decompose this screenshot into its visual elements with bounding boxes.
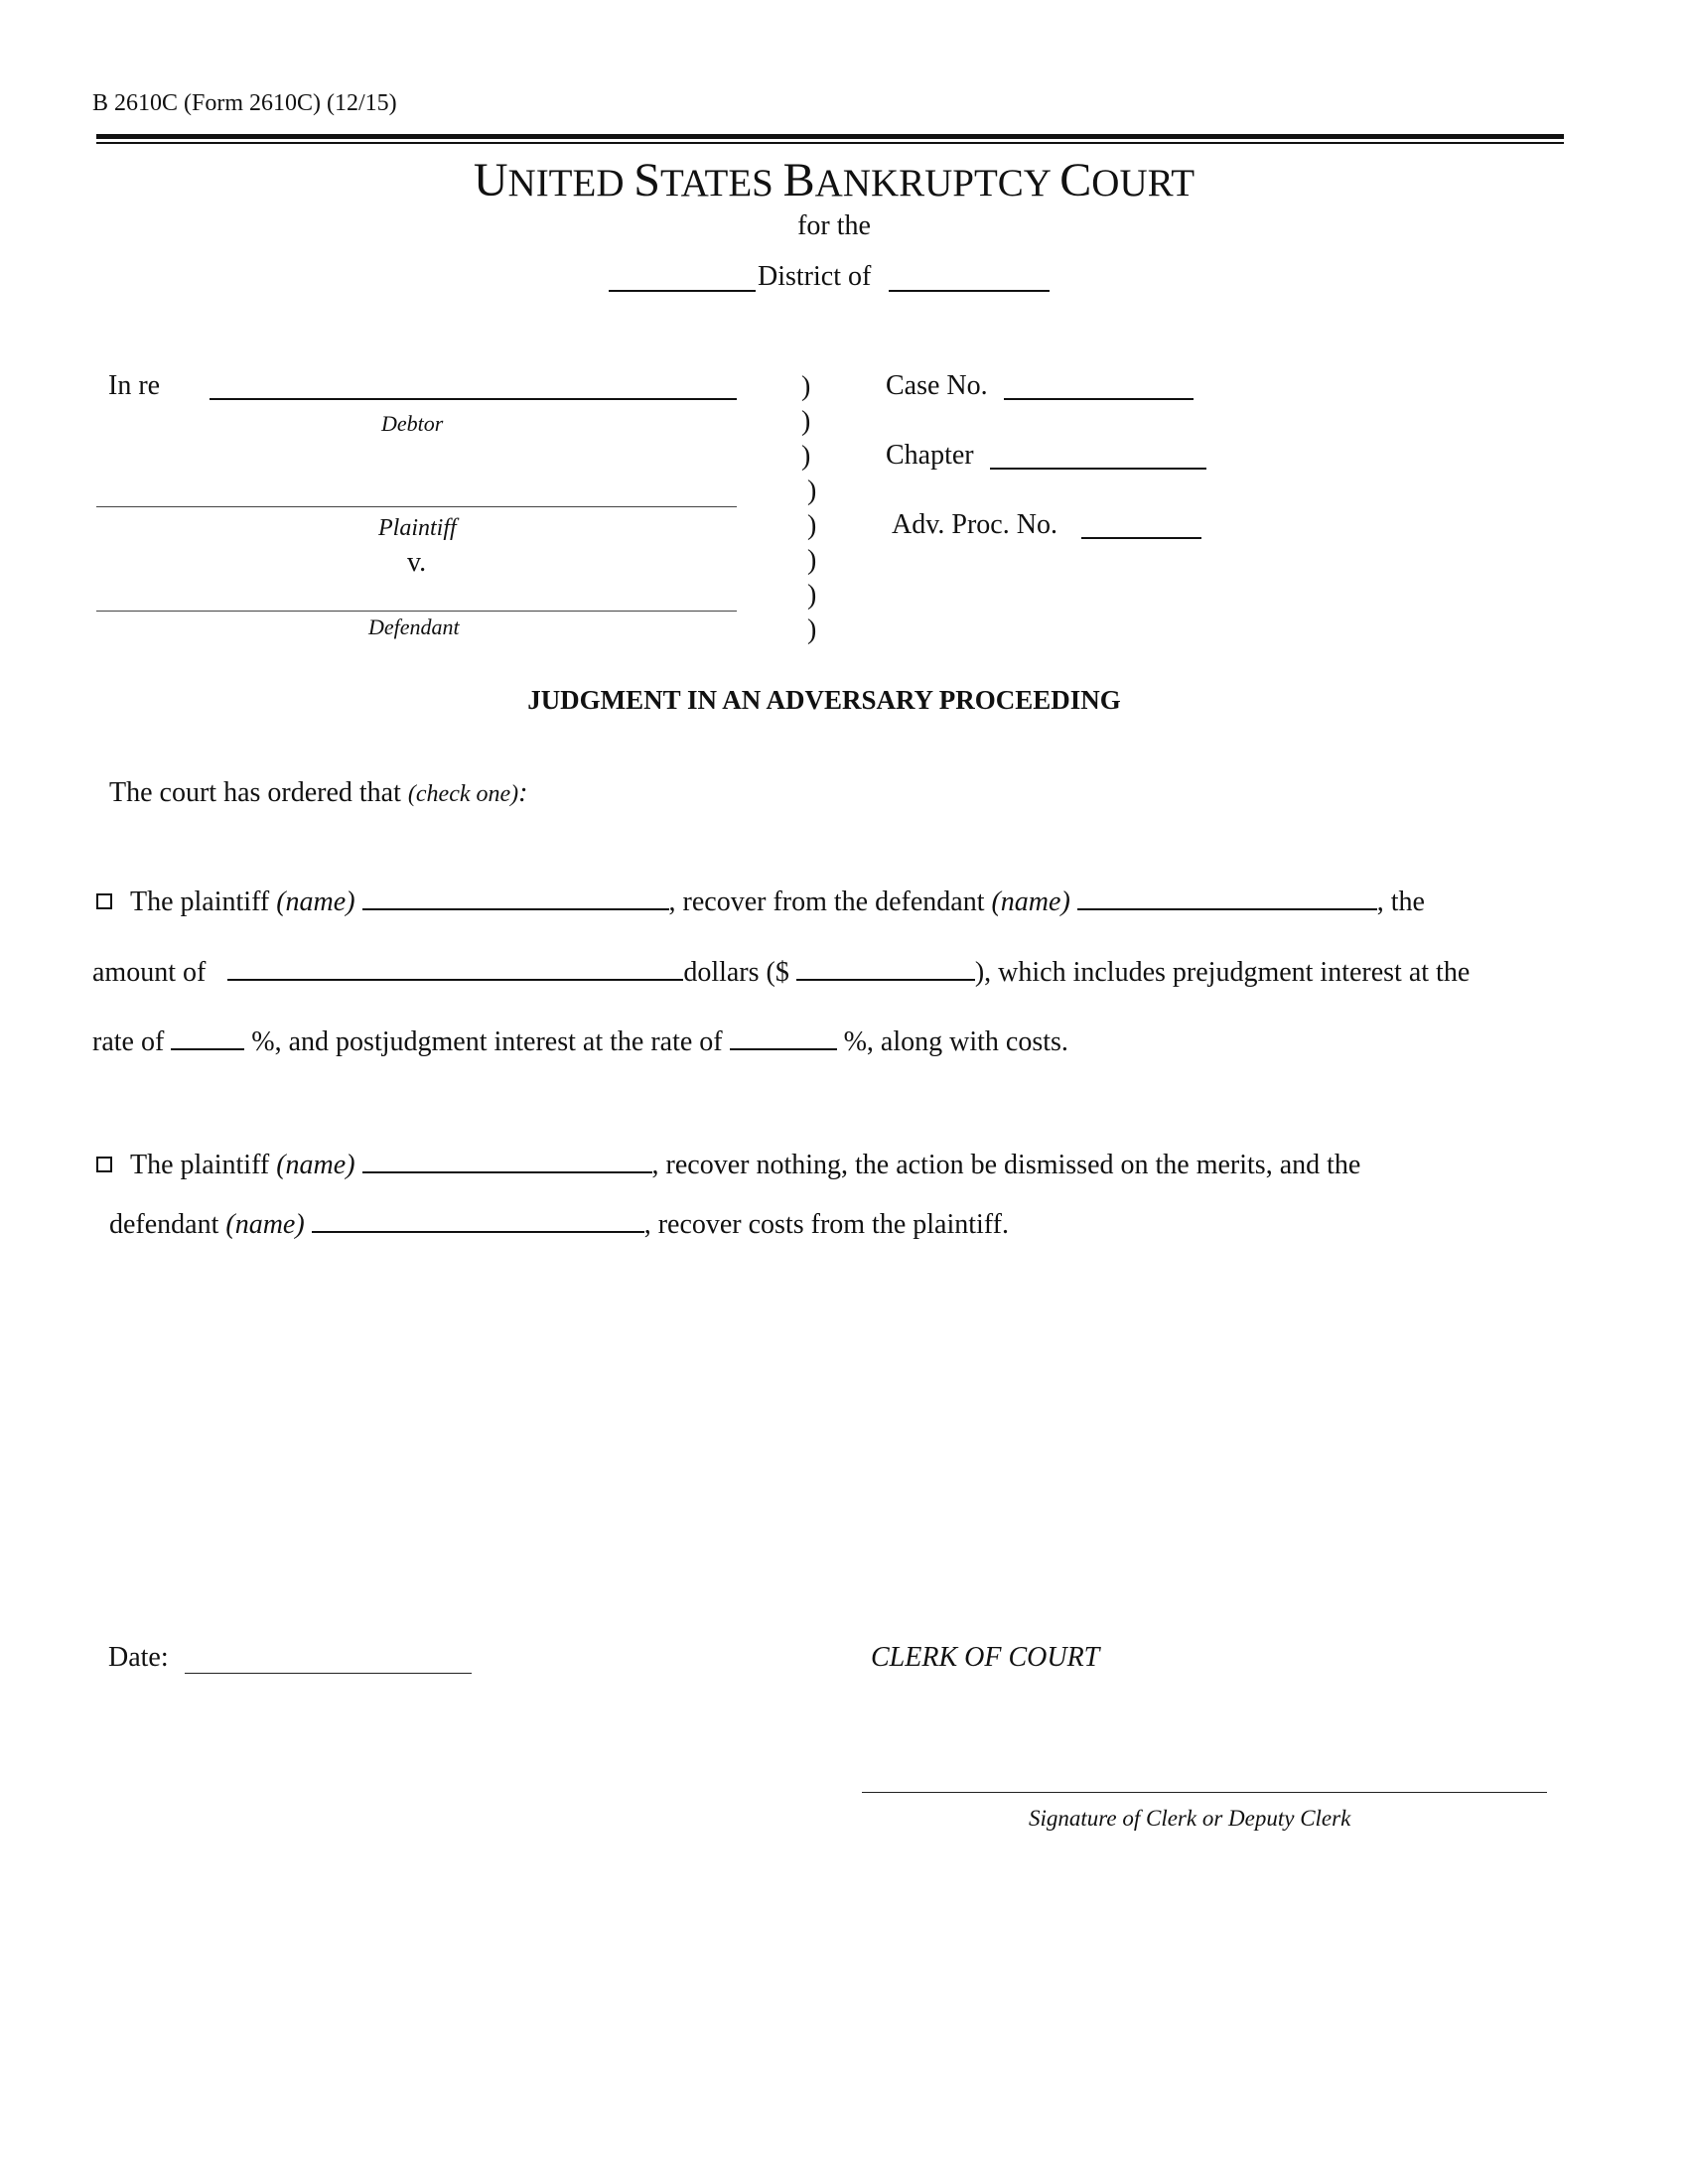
paren-2: ) bbox=[801, 406, 811, 437]
option1-plaintiff-name-field[interactable] bbox=[362, 883, 669, 910]
court-title-ourt: OURT bbox=[1091, 162, 1196, 205]
signature-label: Signature of Clerk or Deputy Clerk bbox=[1029, 1806, 1351, 1831]
header-rule-thin bbox=[96, 142, 1564, 144]
date-label: Date: bbox=[108, 1642, 169, 1673]
district-state-field[interactable] bbox=[889, 290, 1050, 292]
defendant-name-field[interactable] bbox=[96, 611, 737, 612]
option2-checkbox[interactable] bbox=[96, 1157, 112, 1172]
option1-defendant-name-hint: (name) bbox=[991, 887, 1070, 917]
clerk-signature-field[interactable] bbox=[862, 1792, 1547, 1793]
paren-6: ) bbox=[807, 545, 817, 576]
option1-amount-words-field[interactable] bbox=[227, 953, 683, 981]
option1-line3 bbox=[92, 1023, 1068, 1059]
paren-1: ) bbox=[801, 371, 811, 402]
paren-4: ) bbox=[807, 476, 817, 506]
court-title-tates: TATES bbox=[659, 162, 783, 205]
option2-plaintiff-name-field[interactable] bbox=[362, 1146, 652, 1173]
adv-proc-no-label: Adv. Proc. No. bbox=[892, 509, 1057, 540]
option1-recover-from-text: , recover from the defendant bbox=[668, 887, 992, 917]
debtor-name-field[interactable] bbox=[210, 398, 737, 400]
court-title-ankruptcy: ANKRUPTCY bbox=[814, 162, 1060, 205]
ordered-text: The court has ordered that bbox=[109, 777, 408, 808]
district-of-label: District of bbox=[758, 261, 872, 292]
clerk-of-court-label: CLERK OF COURT bbox=[871, 1642, 1100, 1673]
option2-line1 bbox=[96, 1146, 1360, 1182]
form-id: B 2610C (Form 2610C) (12/15) bbox=[92, 90, 397, 116]
option2-defendant-text: defendant bbox=[109, 1209, 226, 1240]
option1-along-with-costs-text: %, along with costs. bbox=[836, 1026, 1068, 1057]
option2-plaintiff-text: The plaintiff bbox=[130, 1150, 277, 1180]
option1-line1 bbox=[96, 883, 1425, 919]
in-re-label: In re bbox=[108, 370, 161, 401]
option1-defendant-name-field[interactable] bbox=[1077, 883, 1377, 910]
option2-defendant-name-hint: (name) bbox=[225, 1209, 305, 1240]
court-title bbox=[0, 155, 1668, 217]
paren-5: ) bbox=[807, 510, 817, 541]
chapter-label: Chapter bbox=[886, 440, 974, 471]
adv-proc-no-field[interactable] bbox=[1081, 537, 1201, 539]
option2-line2 bbox=[109, 1205, 1009, 1242]
option1-plaintiff-name-hint: (name) bbox=[276, 887, 355, 917]
header-rule-thick bbox=[96, 134, 1564, 139]
option1-which-includes-text: ), which includes prejudgment interest at the bbox=[974, 957, 1471, 988]
paren-8: ) bbox=[807, 614, 817, 645]
plaintiff-label: Plaintiff bbox=[378, 515, 457, 541]
option1-dollars-text: dollars ($ bbox=[683, 957, 796, 988]
court-title-b: B bbox=[782, 154, 815, 206]
check-one-hint: (check one) bbox=[407, 781, 519, 807]
debtor-label: Debtor bbox=[381, 411, 444, 436]
paren-7: ) bbox=[807, 580, 817, 611]
option2-recover-costs-text: , recover costs from the plaintiff. bbox=[643, 1209, 1009, 1240]
option2-plaintiff-name-hint: (name) bbox=[276, 1150, 355, 1180]
option1-plaintiff-text: The plaintiff bbox=[130, 887, 277, 917]
option1-postjudgment-rate-field[interactable] bbox=[730, 1023, 837, 1050]
court-title-c: C bbox=[1059, 154, 1092, 206]
court-title-u: U bbox=[473, 154, 508, 206]
chapter-field[interactable] bbox=[990, 468, 1206, 470]
option1-prejudgment-rate-field[interactable] bbox=[171, 1023, 244, 1050]
option1-amount-figures-field[interactable] bbox=[796, 953, 975, 981]
option1-amount-of-text: amount of bbox=[92, 957, 207, 988]
ordered-colon: : bbox=[518, 777, 528, 808]
case-no-field[interactable] bbox=[1004, 398, 1194, 400]
case-no-label: Case No. bbox=[886, 370, 988, 401]
for-the: for the bbox=[797, 210, 871, 241]
option1-checkbox[interactable] bbox=[96, 893, 112, 909]
paren-3: ) bbox=[801, 441, 811, 472]
option1-line2 bbox=[92, 953, 1470, 990]
district-name-field[interactable] bbox=[609, 290, 756, 292]
court-title-s: S bbox=[633, 154, 660, 206]
option2-recover-nothing-text: , recover nothing, the action be dismissed on the merits, and the bbox=[651, 1150, 1361, 1180]
option1-the-text: , the bbox=[1376, 887, 1425, 917]
option1-postjudgment-text: %, and postjudgment interest at the rate of bbox=[244, 1026, 730, 1057]
defendant-label: Defendant bbox=[368, 614, 460, 639]
court-title-nited: NITED bbox=[507, 162, 634, 205]
option2-defendant-name-field[interactable] bbox=[312, 1205, 644, 1233]
date-field[interactable] bbox=[185, 1673, 472, 1674]
option1-rate-of-text: rate of bbox=[92, 1026, 172, 1057]
ordered-line bbox=[109, 776, 527, 811]
plaintiff-name-field[interactable] bbox=[96, 506, 737, 507]
document-title: JUDGMENT IN AN ADVERSARY PROCEEDING bbox=[527, 685, 1121, 715]
versus-label: v. bbox=[407, 547, 427, 578]
